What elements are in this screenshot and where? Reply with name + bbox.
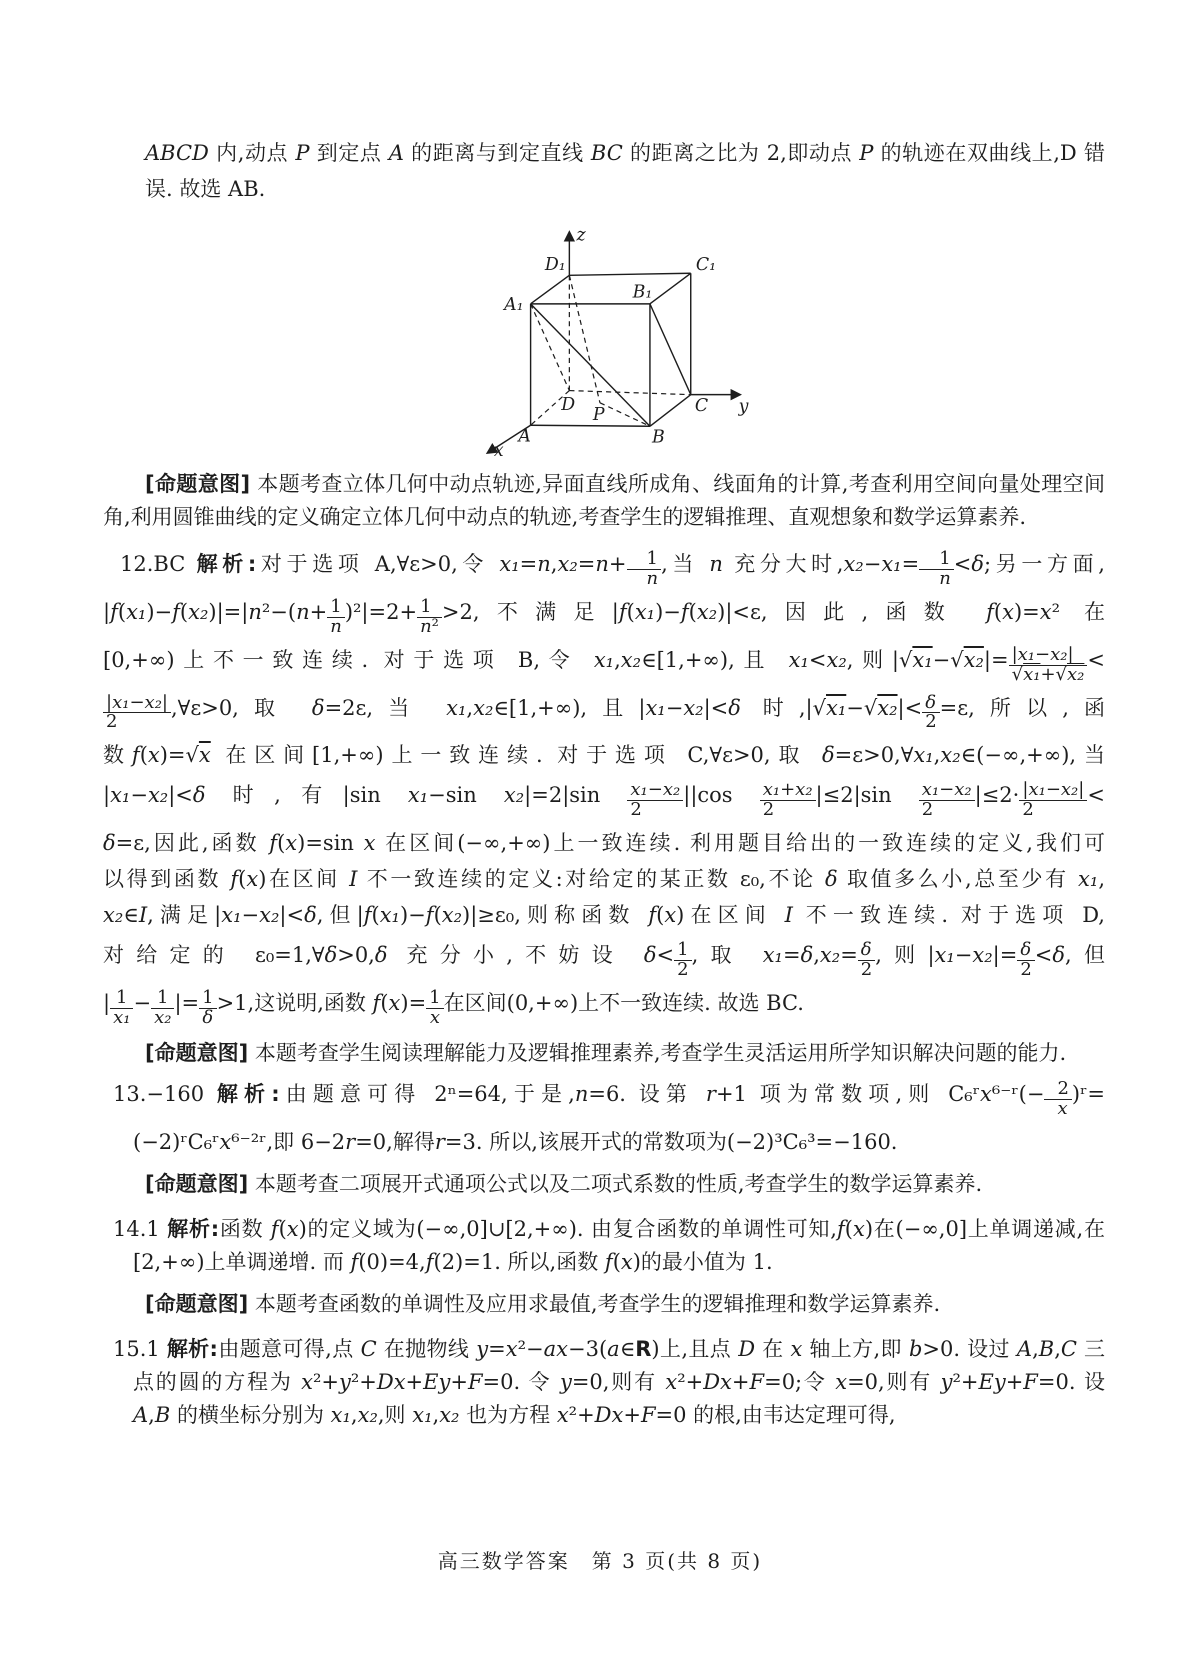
text-line: |f(x₁)−f(x₂)|=|n²−(n+ $\frac{1}{n}$ )²|=2+ $\frac{1}{\text{n²}}$ >2,不满足|f(x₁)−f(x₂)|<ε,因此,函数 f(x)=x² 在 (103, 595, 1105, 637)
text-line: [命题意图] 本题考查立体几何中动点轨迹,异面直线所成角、线面角的计算,考查利用空间向量处理空间角,利用圆锥曲线的定义确定立体几何中动点的轨迹,考查学生的逻辑推理、直观想象和数学运算素养. (103, 472, 1105, 529)
text-line: [命题意图] 本题考查函数的单调性及应用求最值,考查学生的逻辑推理和数学运算素养. (145, 1291, 941, 1316)
text-line: |x₁−x₂|<δ 时,有|sin x₁−sin x₂|=2|sin $\frac{\text{x₁−x₂}}{2}$ ||cos $\frac{\text{x₁+x₂}}{2}$ |≤2|sin $\frac{\text{x₁−x₂}}{2}$ |≤2· $\frac{\text{|x₁−x₂|}}{2}$ < (103, 779, 1105, 821)
sqrt: √x₁ (898, 647, 933, 672)
fraction: $\frac{\text{|x₁−x₂|}}{\text{√x₁+√x₂}}$ (1009, 646, 1088, 685)
fraction: $\frac{1}{\text{x₂}}$ (151, 989, 174, 1028)
page-footer: 高三数学答案 第 3 页(共 8 页) (437, 1549, 763, 1573)
text-line: x₂∈I,满足|x₁−x₂|<δ,但|f(x₁)−f(x₂)|≥ε₀,则称函数 f(x)在区间 I 不一致连续. 对于选项 D, (103, 903, 1105, 928)
fraction: $\frac{1}{\delta}$ (199, 989, 216, 1028)
axis-label-x: x (493, 440, 504, 459)
fraction: $\frac{\text{x₁−x₂}}{2}$ (919, 781, 975, 820)
vertex-label-c: C (694, 395, 709, 416)
cube-diagram (449, 214, 755, 459)
solutions-section (103, 468, 1105, 1432)
text-line: [0,+∞)上不一致连续. 对于选项 B,令 x₁,x₂∈[1,+∞),且 x₁<x₂,则|√x₁−√x₂|= $\frac{\text{|x₁−x₂|}}{\text{√x₁+√x₂}}$ < (103, 643, 1105, 685)
fraction: $\frac{1}{\text{n²}}$ (417, 598, 442, 637)
text-line: $\frac{\text{|x₁−x₂|}}{2}$ ,∀ε>0,取 δ=2ε,当 x₁,x₂∈[1,+∞),且|x₁−x₂|<δ 时,|√x₁−√x₂|< $\frac{\delta}{2}$ =ε,所以,函 (103, 692, 1105, 733)
sqrt: √x₂ (950, 647, 984, 672)
text-line: | $\frac{1}{\text{x₁}}$ − $\frac{1}{\text{x₂}}$ |= $\frac{1}{\delta}$ >1,这说明,函数 f(x)= $\frac{1}{x}$ 在区间(0,+∞)上不一致连续. 故选 BC. (103, 987, 804, 1029)
vertex-label-b: B (651, 427, 665, 448)
fraction: $\frac{\delta}{2}$ (858, 941, 875, 980)
text-line: δ=ε,因此,函数 f(x)=sin x 在区间(−∞,+∞)上一致连续. 利用题目给出的一致连续的定义,我们可 (103, 831, 1105, 856)
text-line: 以得到函数 f(x)在区间 I 不一致连续的定义:对给定的某正数 ε₀,不论 δ 取值多么小,总至少有 x₁, (103, 867, 1105, 892)
fraction: $\frac{1}{2}$ (674, 941, 691, 980)
text-line: (−2)ʳC₆ʳx⁶⁻²ʳ,即 6−2r=0,解得r=3. 所以,该展开式的常数项为(−2)³C₆³=−160. (133, 1129, 898, 1154)
point-label-p: P (592, 405, 605, 426)
fraction: $\frac{1}{x}$ (426, 989, 443, 1028)
text-line: 误. 故选 AB. (145, 177, 266, 201)
fraction: $\frac{1}{n}$ (919, 550, 954, 589)
fraction: $\frac{1}{\text{x₁}}$ (110, 989, 133, 1028)
text-line: ABCD 内,动点 P 到定点 A 的距离与到定直线 BC 的距离之比为 2,即动点 P 的轨迹在双曲线上,D 错 (145, 141, 1105, 165)
vertex-label-d: D (561, 394, 576, 415)
axis-label-y: y (738, 396, 749, 417)
sqrt: √x (185, 743, 211, 768)
text-line: 数f(x)=√x 在区间[1,+∞)上一致连续. 对于选项 C,∀ε>0,取 δ=ε>0,∀x₁,x₂∈(−∞,+∞),当 (103, 743, 1105, 768)
sqrt: √x₂ (863, 695, 898, 720)
axis-label-z: z (576, 225, 586, 246)
text-line: [命题意图] 本题考查二项展开式通项公式以及二项式系数的性质,考查学生的数学运算素养. (145, 1171, 983, 1196)
figure-container (449, 214, 759, 459)
vertex-label-a: A (518, 426, 531, 447)
sqrt: √x₁ (1011, 663, 1041, 685)
fraction: $\frac{\delta}{2}$ (922, 694, 939, 733)
sqrt: √x₂ (1055, 663, 1085, 685)
fraction: $\frac{\delta}{2}$ (1017, 941, 1034, 980)
fraction: $\frac{\text{|x₁−x₂|}}{2}$ (1019, 781, 1087, 820)
vertex-label-c1: C₁ (695, 255, 717, 276)
fraction: $\frac{1}{n}$ (327, 598, 345, 637)
text-line: 12.BC 解析:对于选项 A,∀ε>0,令 x₁=n,x₂=n+ $\frac{1}{n}$ ,当 n 充分大时,x₂−x₁= $\frac{1}{n}$ <δ;另一方面, (120, 548, 1105, 589)
sqrt: √x₁ (812, 695, 847, 720)
cube-edges-dashed (531, 275, 691, 426)
fraction: $\frac{\text{x₁+x₂}}{2}$ (760, 781, 816, 820)
vertex-label-d1: D₁ (544, 255, 566, 276)
text-line: [命题意图] 本题考查学生阅读理解能力及逻辑推理素养,考查学生灵活运用所学知识解决问题的能力. (145, 1040, 1067, 1065)
vertex-label-b1: B₁ (632, 282, 653, 303)
vertex-label-a1: A₁ (504, 294, 524, 315)
intro-paragraph (103, 137, 1105, 206)
text-line: 14.1 解析:函数 f(x)的定义域为(−∞,0]∪[2,+∞). 由复合函数的单调性可知,f(x)在(−∞,0]上单调递减,在[2,+∞)上单调递增. 而 f(0)=4,f(2)=1. 所以,函数 f(x)的最小值为 1. (113, 1216, 1105, 1274)
fraction: $\frac{1}{n}$ (627, 550, 662, 589)
text-line: 13.−160 解析:由题意可得 2ⁿ=64,于是,n=6. 设第 r+1 项为常数项,则 C₆ʳx⁶⁻ʳ(− $\frac{2}{x}$ )ʳ= (113, 1077, 1105, 1119)
fraction: $\frac{\text{x₁−x₂}}{2}$ (627, 781, 683, 820)
text-line: 对给定的 ε₀=1,∀δ>0,δ 充分小,不妨设 δ< $\frac{1}{2}$ ,取 x₁=δ,x₂= $\frac{\delta}{2}$ ,则|x₁−x₂|= $\frac{\delta}{2}$ <δ,但 (103, 939, 1105, 981)
fraction: $\frac{\text{|x₁−x₂|}}{2}$ (103, 694, 171, 733)
text-line: 15.1 解析:由题意可得,点 C 在抛物线 y=x²−ax−3(a∈R)上,且点 D 在 x 轴上方,即 b>0. 设过 A,B,C 三点的圆的方程为 x²+y²+Dx+Ey+F=0. 令 y=0,则有 x²+Dx+F=0;令 x=0,则有 y²+Ey+F=0. 设 A,B 的横坐标分别为 x₁,x₂,则 x₁,x₂ 也为方程 x²+Dx+F=0 的根,由韦达定理可得, (113, 1336, 1105, 1427)
fraction: $\frac{2}{x}$ (1044, 1080, 1071, 1119)
